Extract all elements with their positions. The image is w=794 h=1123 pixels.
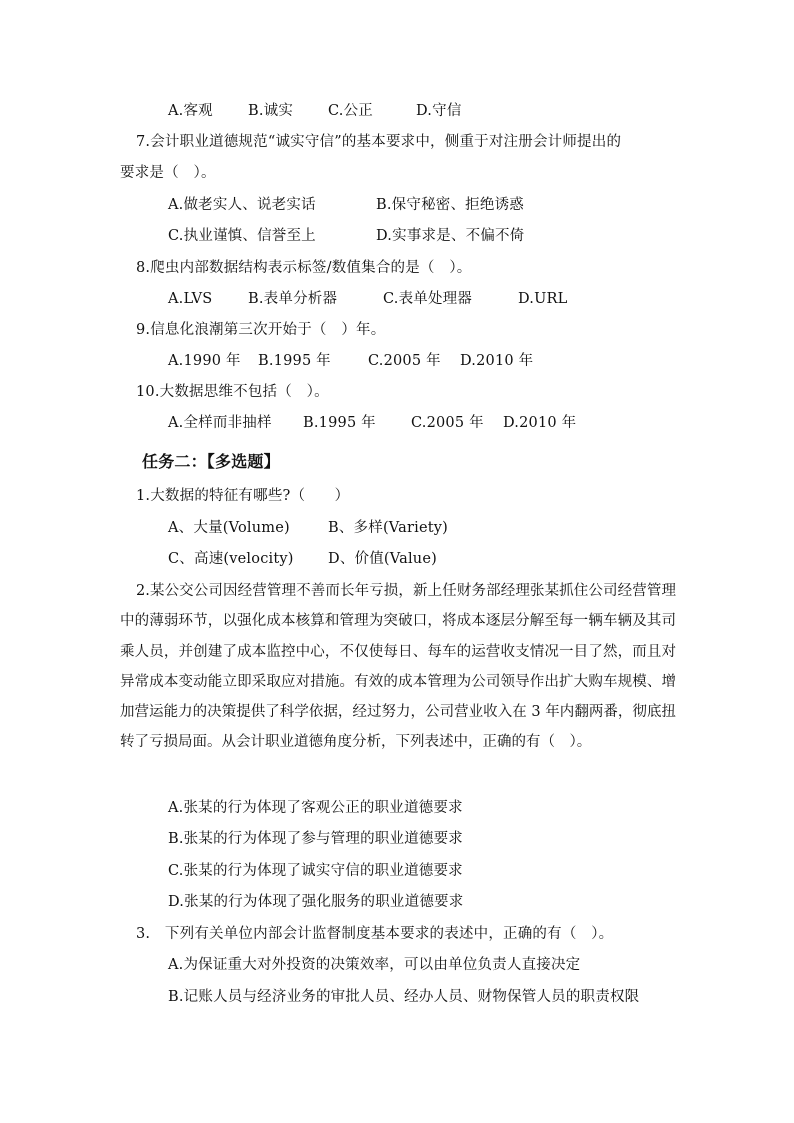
- q10-option-d: D.2010 年: [503, 415, 577, 431]
- m2-option-b: B.张某的行为体现了参与管理的职业道德要求: [168, 831, 463, 847]
- q8-option-a: A.LVS: [168, 291, 213, 307]
- m1-option-d: D、价值(Value): [328, 551, 437, 567]
- m1-option-b: B、多样(Variety): [328, 520, 449, 536]
- q7-option-b: B.保守秘密、拒绝诱惑: [376, 197, 524, 213]
- q8-option-d: D.URL: [518, 291, 568, 307]
- m2-stem: 2.某公交公司因经营管理不善而长年亏损，新上任财务部经理张某抓住公司经营管理中的薄弱环节，以强化成本核算和管理为突破口，将成本逐层分解至每一辆车辆及其司乘人员，并创建了成本监控中心，不仅使每日、每车的运营收支情况一目了然，而且对异常成本变动能立即采取应对措施。有效的成本管理为公司领导作出扩大购车规模、增加营运能力的决策提供了科学依据，经过努力，公司营业收入在 3 年内翻两番，彻底扭转了亏损局面。从会计职业道德角度分析，下列表述中，正确的有（ ）。: [120, 583, 676, 751]
- q6-option-c: C.公正: [328, 103, 373, 119]
- q9-stem: 9.信息化浪潮第三次开始于（ ）年。: [136, 322, 386, 338]
- q6-option-b: B.诚实: [248, 103, 294, 119]
- section-heading-multiple-choice: 任务二：【多选题】: [142, 452, 280, 471]
- q7-options-row1: [168, 195, 524, 215]
- m2-option-d: D.张某的行为体现了强化服务的职业道德要求: [168, 894, 464, 910]
- q7-option-d: D.实事求是、不偏不倚: [376, 228, 525, 244]
- q7-option-a: A.做老实人、说老实话: [168, 197, 316, 213]
- m2-option-c: C.张某的行为体现了诚实守信的职业道德要求: [168, 863, 463, 879]
- q8-stem: 8.爬虫内部数据结构表示标签/数值集合的是（ ）。: [136, 260, 472, 276]
- q10-stem: 10.大数据思维不包括（ ）。: [136, 384, 329, 400]
- q8-options: [168, 289, 567, 309]
- q9-option-d: D.2010 年: [460, 353, 534, 369]
- m1-stem: 1.大数据的特征有哪些?（ ）: [136, 488, 350, 504]
- m3-option-a: A.为保证重大对外投资的决策效率，可以由单位负责人直接决定: [168, 957, 581, 973]
- q7-stem-line1: 7.会计职业道德规范“诚实守信”的基本要求中，侧重于对注册会计师提出的: [136, 134, 622, 150]
- q7-option-c: C.执业谨慎、信誉至上: [168, 228, 316, 244]
- q10-options: [168, 413, 576, 433]
- q10-option-b: B.1995 年: [303, 415, 376, 431]
- m3-option-b: B.记账人员与经济业务的审批人员、经办人员、财物保管人员的职责权限: [168, 989, 640, 1005]
- q8-option-c: C.表单处理器: [383, 291, 473, 307]
- q9-option-c: C.2005 年: [368, 353, 441, 369]
- q6-option-a: A.客观: [168, 103, 213, 119]
- q6-option-d: D.守信: [416, 103, 462, 119]
- m1-options-row1: [168, 518, 448, 538]
- m2-option-a: A.张某的行为体现了客观公正的职业道德要求: [168, 800, 463, 816]
- m3-stem: 3. 下列有关单位内部会计监督制度基本要求的表述中，正确的有（ ）。: [136, 926, 614, 942]
- m1-option-a: A、大量(Volume): [168, 520, 290, 536]
- q9-option-b: B.1995 年: [258, 353, 331, 369]
- q8-option-b: B.表单分析器: [248, 291, 338, 307]
- q6-options: [168, 101, 462, 121]
- q7-stem-line2: 要求是（ ）。: [120, 165, 216, 181]
- q7-options-row2: [168, 226, 524, 246]
- q9-options: [168, 351, 533, 371]
- q10-option-a: A.全样而非抽样: [168, 415, 272, 431]
- m1-options-row2: [168, 549, 437, 569]
- q10-option-c: C.2005 年: [411, 415, 484, 431]
- m1-option-c: C、高速(velocity): [168, 551, 294, 567]
- q9-option-a: A.1990 年: [168, 353, 241, 369]
